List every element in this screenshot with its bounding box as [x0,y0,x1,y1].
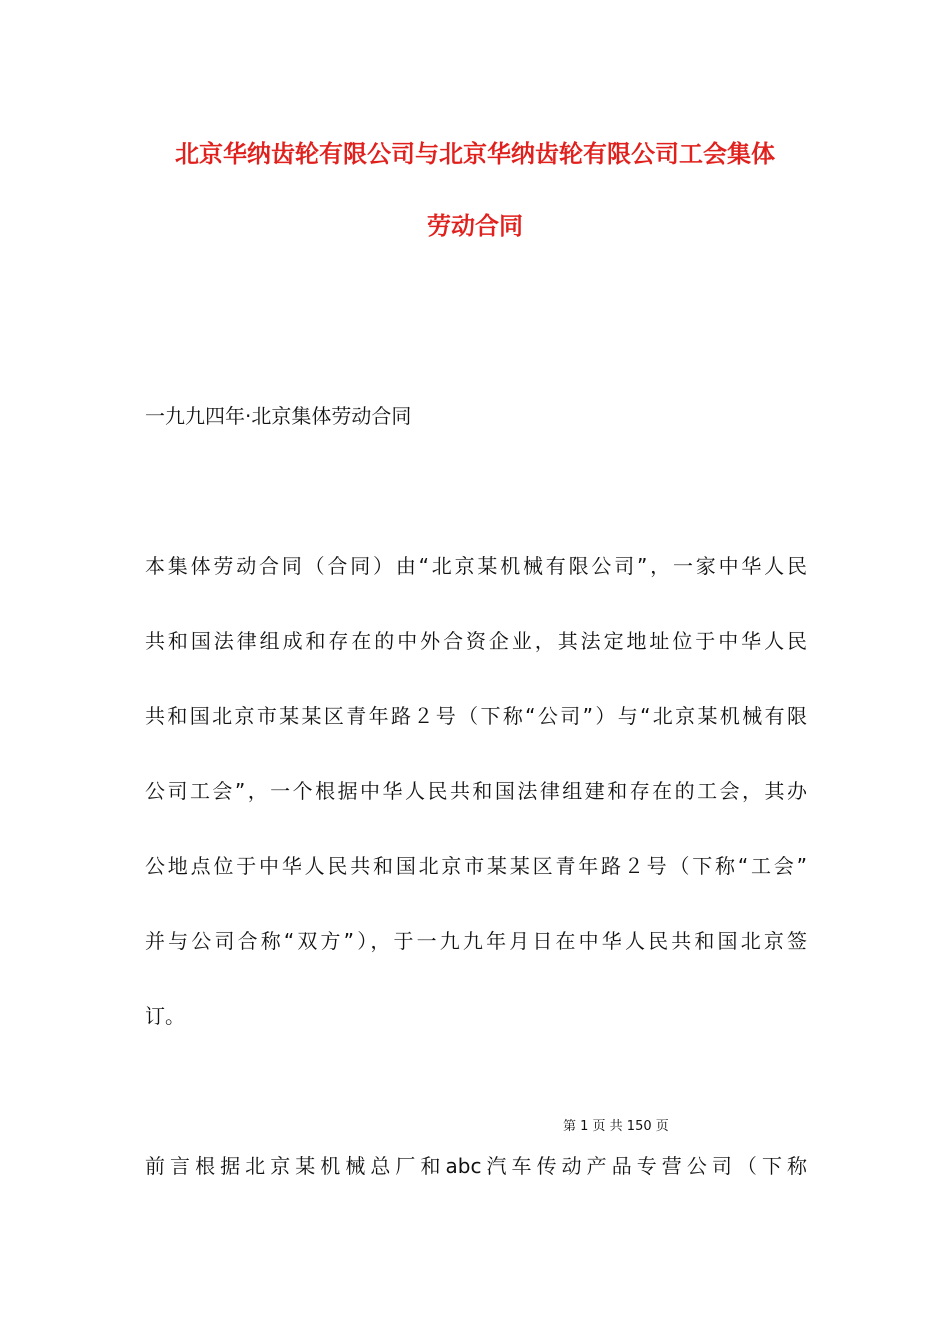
document-title-line-2: 劳动合同 [427,212,523,240]
body-line: 公地点位于中华人民共和国北京市某某区青年路２号（下称“工会” [145,854,807,878]
body-line: 共和国北京市某某区青年路２号（下称“公司”）与“北京某机械有限 [145,704,807,728]
body-line: 公司工会”，一个根据中华人民共和国法律组建和存在的工会，其办 [145,779,807,803]
body-line: 订。 [145,1004,185,1028]
document-title-line-1: 北京华纳齿轮有限公司与北京华纳齿轮有限公司工会集体 [175,140,775,168]
body-line: 本集体劳动合同（合同）由“北京某机械有限公司”，一家中华人民 [145,554,807,578]
preface-line: 前言根据北京某机械总厂和abc汽车传动产品专营公司（下称 [145,1154,807,1178]
page-number: 第 1 页 共 150 页 [563,1119,669,1134]
body-line: 并与公司合称“双方”），于一九九年月日在中华人民共和国北京签 [145,929,807,953]
document-subtitle: 一九九四年·北京集体劳动合同 [145,404,412,428]
body-line: 共和国法律组成和存在的中外合资企业，其法定地址位于中华人民 [145,629,807,653]
